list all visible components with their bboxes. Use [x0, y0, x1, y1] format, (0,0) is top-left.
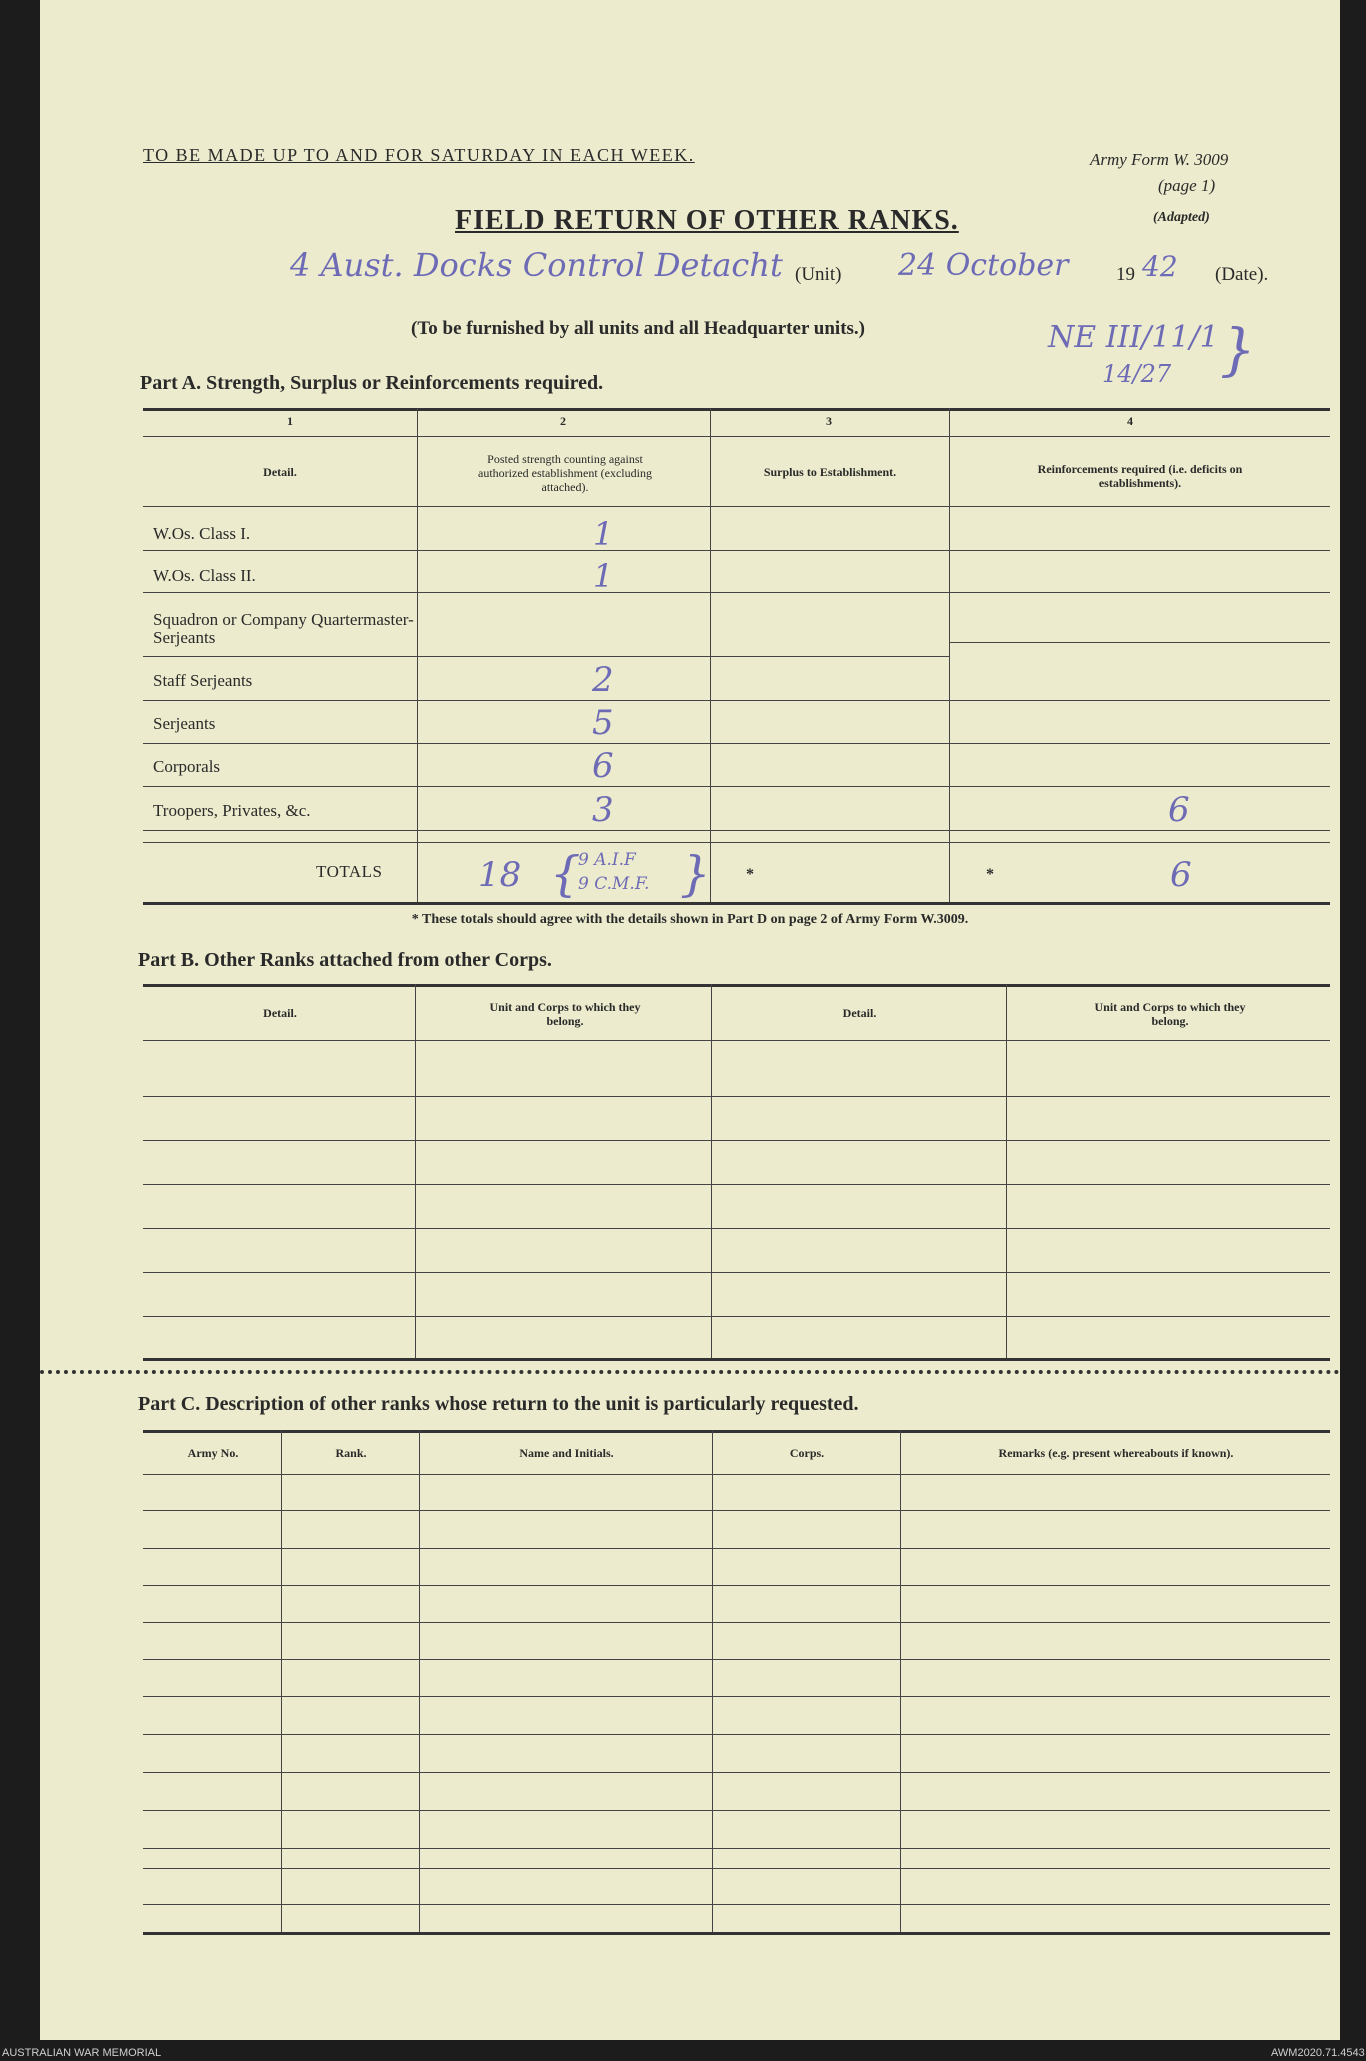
reference-brace: } — [1220, 318, 1256, 383]
part-b-title: Part B. Other Ranks attached from other Corps. — [138, 949, 552, 971]
subtitle: (To be furnished by all units and all Headquarter units.) — [411, 318, 865, 339]
archive-footer-right: AWM2020.71.4543 — [1271, 2047, 1365, 2059]
row-label-privates: Troopers, Privates, &c. — [153, 801, 311, 820]
col-header-reinforcements: Reinforcements required (i.e. deficits on establishments). — [1037, 462, 1243, 490]
date-value: 24 October — [898, 248, 1069, 283]
totals-brace: { — [550, 846, 581, 902]
part-b-col-detail-1: Detail. — [263, 1006, 297, 1020]
part-b-col-detail-2: Detail. — [842, 1006, 877, 1020]
part-b-col-unit-2: Unit and Corps to which they belong. — [1094, 1000, 1246, 1028]
part-c-col-rank: Rank. — [335, 1446, 367, 1460]
col-header-surplus: Surplus to Establishment. — [763, 465, 897, 479]
totals-breakdown-2: 9 C.M.F. — [578, 874, 650, 894]
year-prefix: 19 — [1116, 264, 1135, 285]
part-c-col-remarks: Remarks (e.g. present whereabouts if known). — [998, 1446, 1234, 1460]
row-label-cqms: Squadron or Company Quartermaster-Serjeants — [153, 610, 414, 647]
adapted-note: (Adapted) — [1153, 210, 1210, 225]
totals-label: TOTALS — [316, 862, 383, 881]
page-number: (page 1) — [1158, 176, 1216, 195]
totals-marker-surplus: * — [746, 866, 754, 883]
col-number-4: 4 — [1127, 414, 1133, 428]
row-label-serjeants: Serjeants — [153, 714, 216, 733]
reference-note: NE III/11/1 — [1048, 320, 1219, 355]
form-page — [40, 0, 1340, 2040]
row-label-corporals: Corporals — [153, 757, 221, 776]
part-a-title: Part A. Strength, Surplus or Reinforcements required. — [140, 372, 604, 394]
totals-reinf: 6 — [1170, 855, 1192, 895]
posted-staff-serjeants: 2 — [592, 660, 614, 700]
posted-wo2: 1 — [593, 557, 614, 595]
totals-marker-reinf: * — [986, 866, 994, 883]
row-label-wo2: W.Os. Class II. — [153, 566, 256, 585]
part-c-col-corps: Corps. — [789, 1446, 825, 1460]
year-value: 42 — [1142, 250, 1178, 283]
totals-posted: 18 — [478, 855, 522, 895]
part-b-col-unit-1: Unit and Corps to which they belong. — [489, 1000, 641, 1028]
posted-serjeants: 5 — [592, 703, 614, 743]
col-number-1: 1 — [287, 414, 293, 428]
col-number-2: 2 — [560, 414, 566, 428]
row-label-staff-serjeants: Staff Serjeants — [153, 671, 253, 690]
col-header-detail: Detail. — [263, 465, 297, 479]
totals-brace-close: } — [680, 846, 711, 902]
date-label: (Date). — [1215, 264, 1269, 285]
col-header-posted: Posted strength counting against authorized establishment (excluding attached). — [478, 452, 652, 494]
posted-corporals: 6 — [592, 746, 614, 786]
instruction-line: TO BE MADE UP TO AND FOR SATURDAY IN EACH WEEK. — [143, 145, 695, 165]
archive-footer-left: AUSTRALIAN WAR MEMORIAL — [2, 2047, 162, 2059]
part-c-col-name: Name and Initials. — [519, 1446, 614, 1460]
form-number: Army Form W. 3009 — [1090, 150, 1229, 169]
col-number-3: 3 — [826, 414, 832, 428]
reference-note-2: 14/27 — [1102, 360, 1172, 388]
perforation-line — [40, 1370, 1340, 1374]
unit-value: 4 Aust. Docks Control Detacht — [290, 246, 783, 284]
row-label-wo1: W.Os. Class I. — [153, 524, 251, 543]
reinf-privates: 6 — [1168, 790, 1190, 830]
part-a-footnote: * These totals should agree with the details shown in Part D on page 2 of Army Form W.3009. — [411, 912, 969, 927]
totals-breakdown-1: 9 A.I.F — [578, 850, 636, 870]
posted-wo1: 1 — [593, 515, 614, 553]
page-title: FIELD RETURN OF OTHER RANKS. — [455, 205, 959, 236]
posted-privates: 3 — [592, 790, 614, 830]
unit-label: (Unit) — [795, 264, 842, 285]
part-c-title: Part C. Description of other ranks whose return to the unit is particularly requested. — [138, 1393, 859, 1415]
part-c-col-army-no: Army No. — [187, 1446, 239, 1460]
